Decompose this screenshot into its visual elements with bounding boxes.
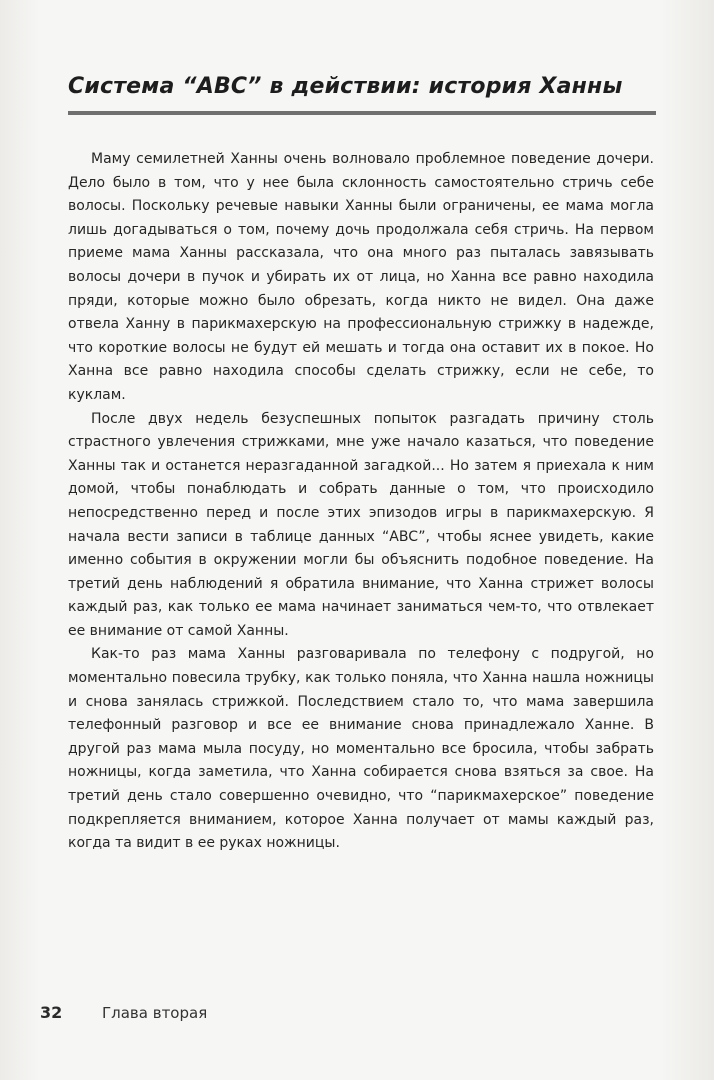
paragraph-3: Как-то раз мама Ханны разговаривала по телефону с подругой, но моментально повесила трубку, как только поняла, что Ханна нашла ножницы и снова занялась стрижкой. Последствием стало то, что мама завершила телефонный разговор и все ее внимание снова принадлежало Ханне. В другой раз мама мыла посуду, но моментально все бросила, чтобы забрать ножницы, когда заметила, что Ханна собирается снова взяться за свое. На третий день стало совершенно очевидно, что “парикмахерское” поведение подкрепляется вниманием, которое Ханна получает от мамы каждый раз, когда та видит в ее руках ножницы. <box>68 646 654 852</box>
section-heading: Система “ABC” в действии: история Ханны <box>68 74 623 99</box>
heading-underline-rule <box>68 111 656 115</box>
page-footer <box>40 1003 207 1027</box>
page-number: 32 <box>40 1003 63 1022</box>
chapter-label: Глава вторая <box>102 1004 208 1022</box>
body-text <box>68 148 654 856</box>
paragraph-2: После двух недель безуспешных попыток разгадать причину столь страстного увлечения стрижками, мне уже начало казаться, что поведение Ханны так и останется неразгаданной загадкой... Но затем я приехала к ним домой, чтобы понаблюдать и собрать данные о том, что происходило непосредственно перед и после этих эпизодов игры в парикмахерскую. Я начала вести записи в таблице данных “ABC”, чтобы яснее увидеть, какие именно события в окружении могли бы объяснить подобное поведение. На третий день наблюдений я обратила внимание, что Ханна стрижет волосы каждый раз, как только ее мама начинает заниматься чем-то, что отвлекает ее внимание от самой Ханны. <box>68 410 654 639</box>
paragraph-1: Маму семилетней Ханны очень волновало проблемное поведение дочери. Дело было в том, что у нее была склонность самостоятельно стричь себе волосы. Поскольку речевые навыки Ханны были ограничены, ее мама могла лишь догадываться о том, почему дочь продолжала себя стричь. На первом приеме мама Ханны рассказала, что она много раз пыталась завязывать волосы дочери в пучок и убирать их от лица, но Ханна все равно находила пряди, которые можно было обрезать, когда никто не видел. Она даже отвела Ханну в парикмахерскую на профессиональную стрижку в надежде, что короткие волосы не будут ей мешать и тогда она оставит их в покое. Но Ханна все равно находила способы сделать стрижку, если не себе, то куклам. <box>68 151 654 403</box>
